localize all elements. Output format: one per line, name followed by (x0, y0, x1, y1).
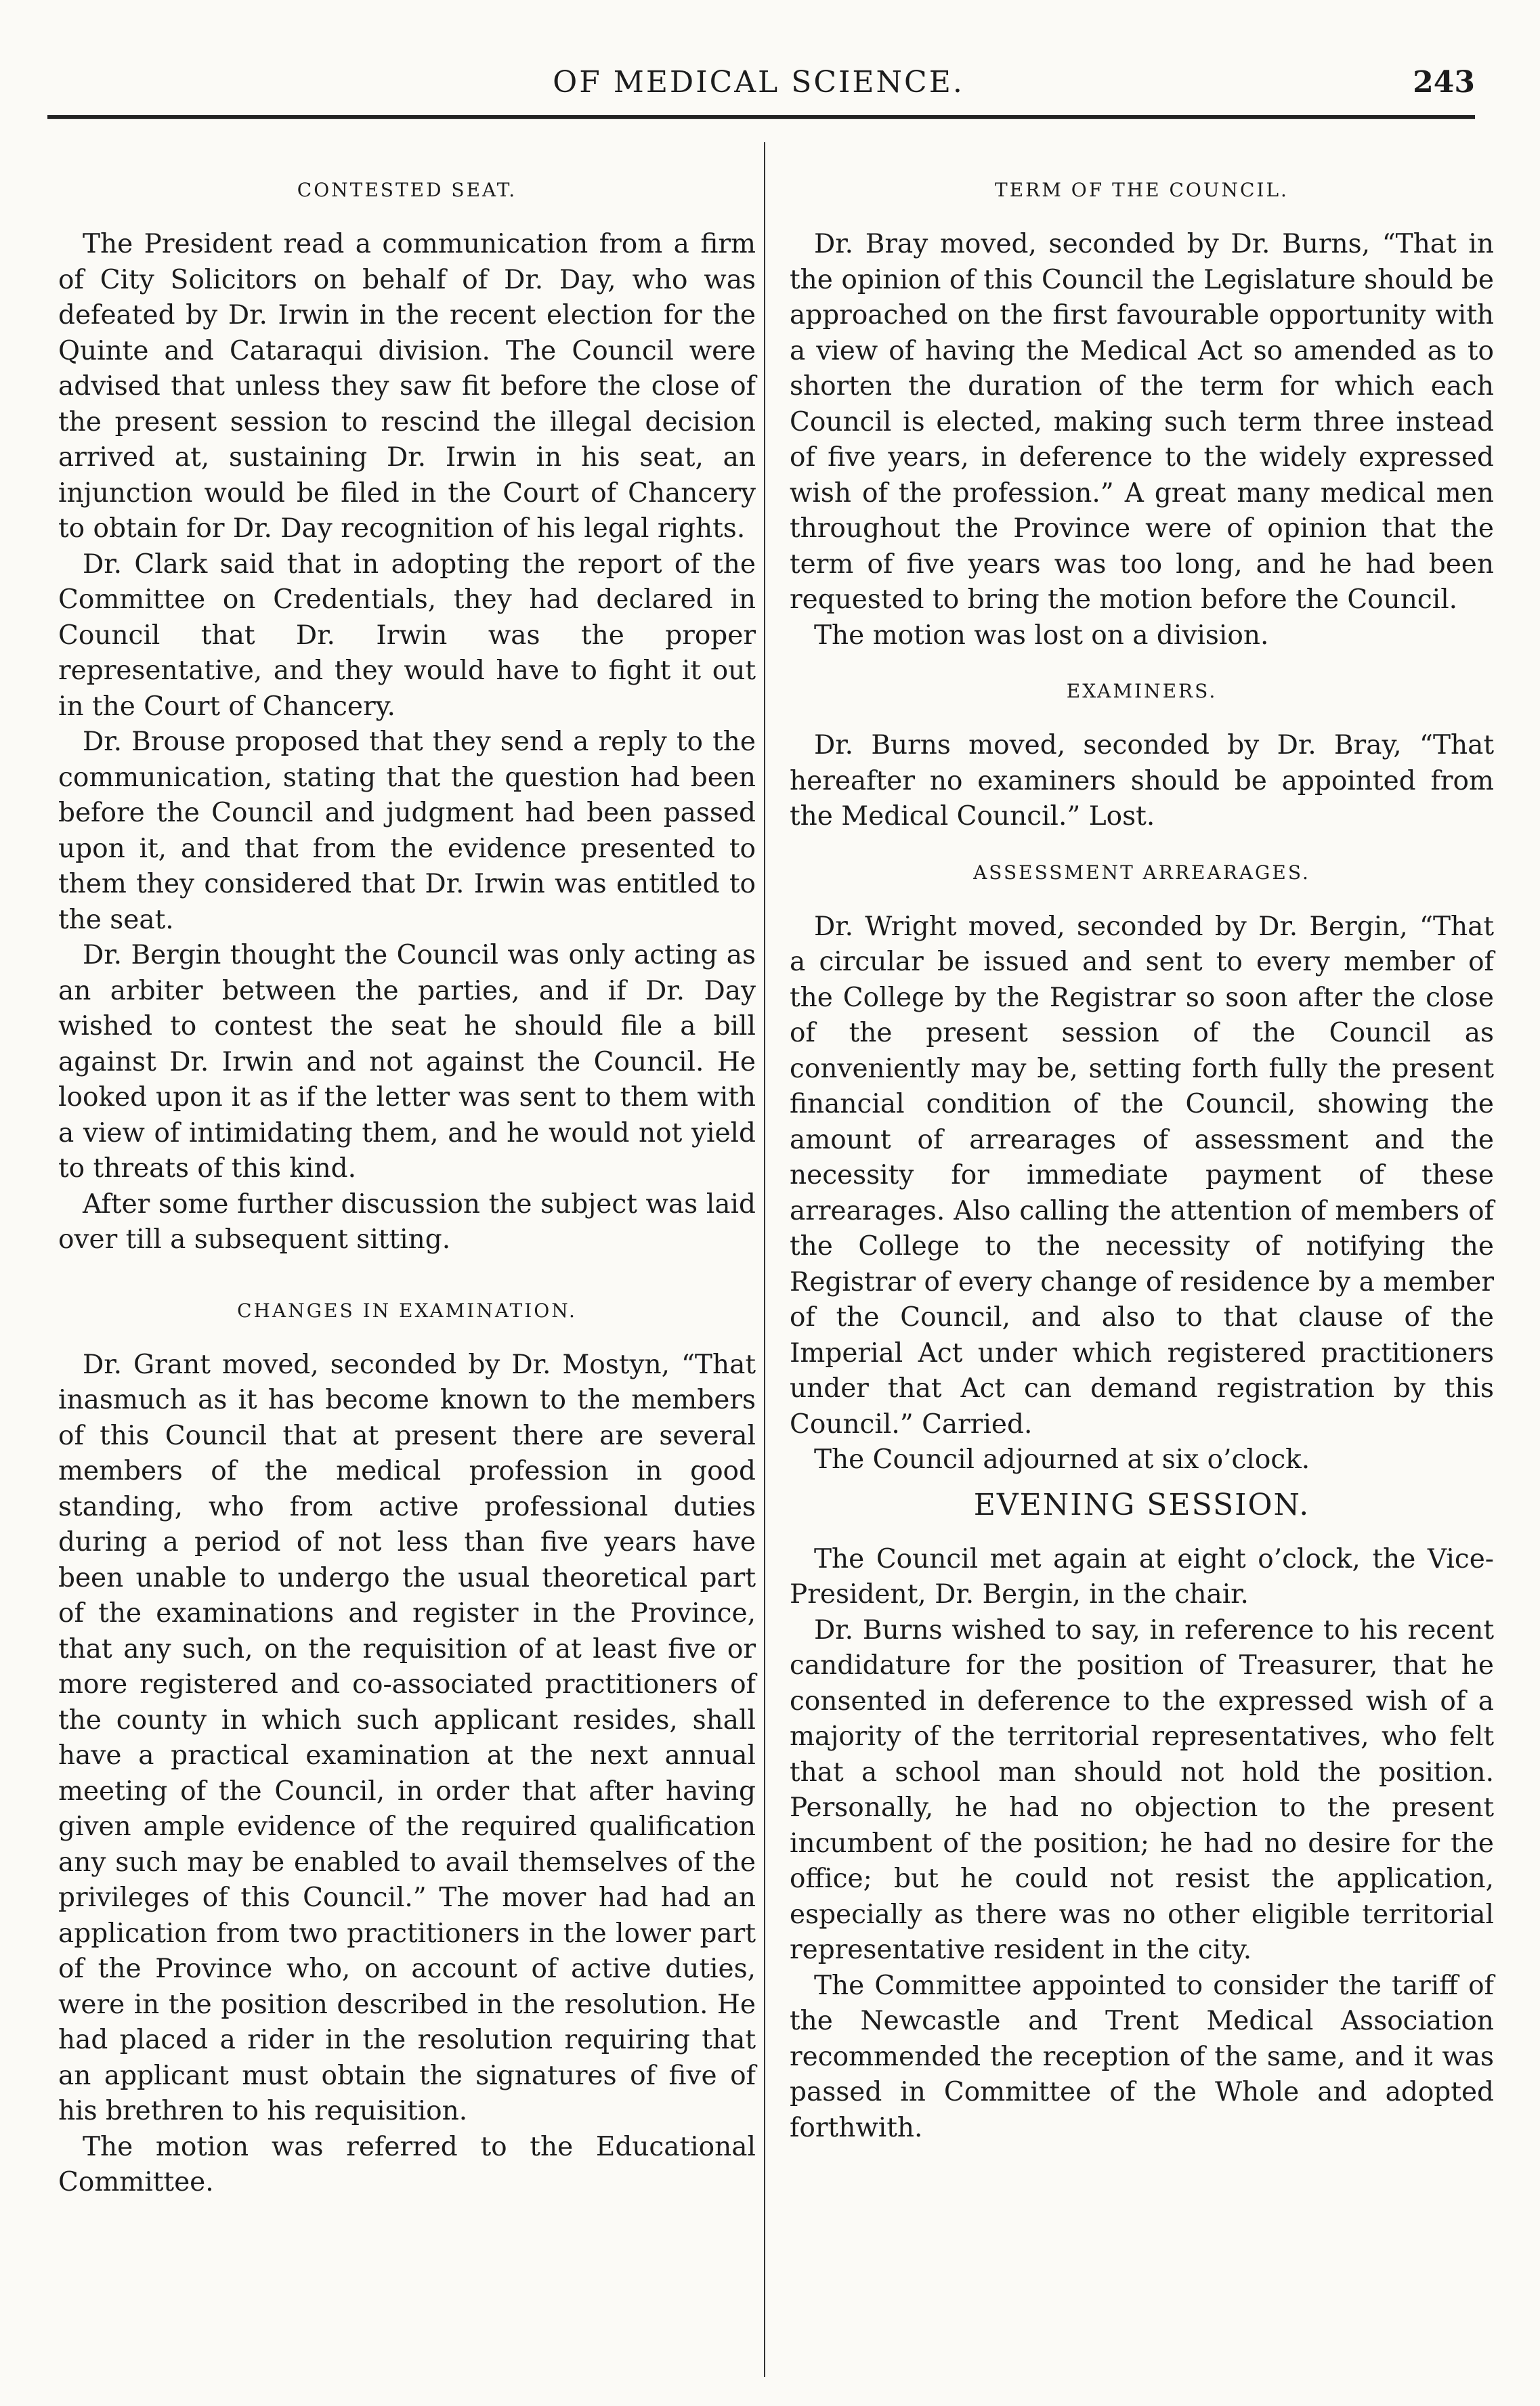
paragraph: After some further discussion the subject was laid over till a subsequent sitting. (58, 1188, 756, 1255)
paragraph: The Council adjourned at six o’clock. (814, 1444, 1310, 1475)
running-title: OF MEDICAL SCIENCE. (553, 65, 964, 100)
paragraph: The Committee appointed to consider the tariff of the Newcastle and Trent Medical Association recommended the reception of the same, and it was passed in Committee of the Whole and adopted forthwith. (790, 1970, 1494, 2143)
section-heading-contested-seat: CONTESTED SEAT. (297, 179, 517, 201)
paragraph: Dr. Wright moved, seconded by Dr. Bergin, “That a circular be issued and sent to every member of the College by the Registrar so soon after the close of the present session of the Council as conveniently may be, setting forth fully the present financial condition of the Council, showing the amount of arrearages of assessment and the necessity for immediate payment of these arrearages. Also calling the attention of members of the College to the necessity of notifying the Registrar of every change of residence by a member of the Council, and also to that clause of the Imperial Act under which registered practitioners under that Act can demand registration by this Council.” Carried. (790, 911, 1494, 1440)
left-column (58, 173, 756, 2201)
paragraph: Dr. Burns moved, seconded by Dr. Bray, “That hereafter no examiners should be appointed from the Medical Council.” Lost. (790, 730, 1494, 832)
section-heading-assessment-arrearages: ASSESSMENT ARREARAGES. (973, 861, 1310, 884)
paragraph: Dr. Grant moved, seconded by Dr. Mostyn, “That inasmuch as it has become known to the members of this Council that at present there are several members of the medical profession in good standing, who from active professional duties during a period of not less than five years have been unable to undergo the usual theoretical part of the examinations and register in the Province, that any such, on the requisition of at least five or more registered and co-associated practitioners of the county in which such applicant resides, shall have a practical examination at the next annual meeting of the Council, in order that after having given ample evidence of the required qualification any such may be enabled to avail themselves of the privileges of this Council.” The mover had had an application from two practitioners in the lower part of the Province who, on account of active duties, were in the position described in the resolution. He had placed a rider in the resolution requiring that an applicant must obtain the signatures of five of his brethren to his requisition. (58, 1349, 756, 2126)
paragraph: The Council met again at eight o’clock, the Vice-President, Dr. Bergin, in the chair. (790, 1543, 1494, 1610)
column-divider (764, 142, 765, 2377)
section-heading-evening-session: EVENING SESSION. (973, 1487, 1310, 1522)
paragraph: Dr. Bray moved, seconded by Dr. Burns, “That in the opinion of this Council the Legislature should be approached on the first favourable opportunity with a view of having the Medical Act so amended as to shorten the duration of the term for which each Council is elected, making such term three instead of five years, in deference to the widely expressed wish of the profession.” A great many medical men throughout the Province were of opinion that the term of five years was too long, and he had been requested to bring the motion before the Council. (790, 229, 1494, 615)
paragraph: The motion was referred to the Educational Committee. (58, 2131, 756, 2197)
page-number: 243 (1413, 65, 1475, 100)
paragraph: The President read a communication from a firm of City Solicitors on behalf of Dr. Day, who was defeated by Dr. Irwin in the recent election for the Quinte and Cataraqui division. The Council were advised that unless they saw fit before the close of the present session to rescind the illegal decision arrived at, sustaining Dr. Irwin in his seat, an injunction would be filed in the Court of Chancery to obtain for Dr. Day recognition of his legal rights. (58, 229, 756, 544)
header-rule (47, 115, 1475, 119)
spacer (790, 653, 1494, 674)
paragraph: Dr. Clark said that in adopting the report of the Committee on Credentials, they had declared in Council that Dr. Irwin was the proper representative, and they would have to fight it out in the Court of Chancery. (58, 549, 756, 722)
spacer (790, 835, 1494, 855)
section-heading-changes-in-examination: CHANGES IN EXAMINATION. (237, 1299, 577, 1322)
paragraph: Dr. Bergin thought the Council was only acting as an arbiter between the parties, and if Dr. Day wished to contest the seat he should file a bill against Dr. Irwin and not against the Council. He looked upon it as if the letter was sent to them with a view of intimidating them, and he would not yield to threats of this kind. (58, 940, 756, 1184)
section-heading-term-of-council: TERM OF THE COUNCIL. (995, 179, 1289, 201)
right-column (790, 173, 1494, 2146)
running-head (0, 62, 1540, 116)
paragraph: The motion was lost on a division. (814, 620, 1269, 651)
paragraph: Dr. Burns wished to say, in reference to his recent candidature for the position of Treasurer, that he consented in deference to the expressed wish of a majority of the territorial representatives, who felt that a school man should not hold the position. Personally, he had no objection to the present incumbent of the position; he had no desire for the office; but he could not resist the application, especially as there was no other eligible territorial representative resident in the city. (790, 1614, 1494, 1965)
paragraph: Dr. Brouse proposed that they send a reply to the communication, stating that the question had been before the Council and judgment had been passed upon it, and that from the evidence presented to them they considered that Dr. Irwin was entitled to the seat. (58, 727, 756, 935)
spacer (58, 1258, 756, 1293)
section-heading-examiners: EXAMINERS. (1066, 680, 1218, 702)
